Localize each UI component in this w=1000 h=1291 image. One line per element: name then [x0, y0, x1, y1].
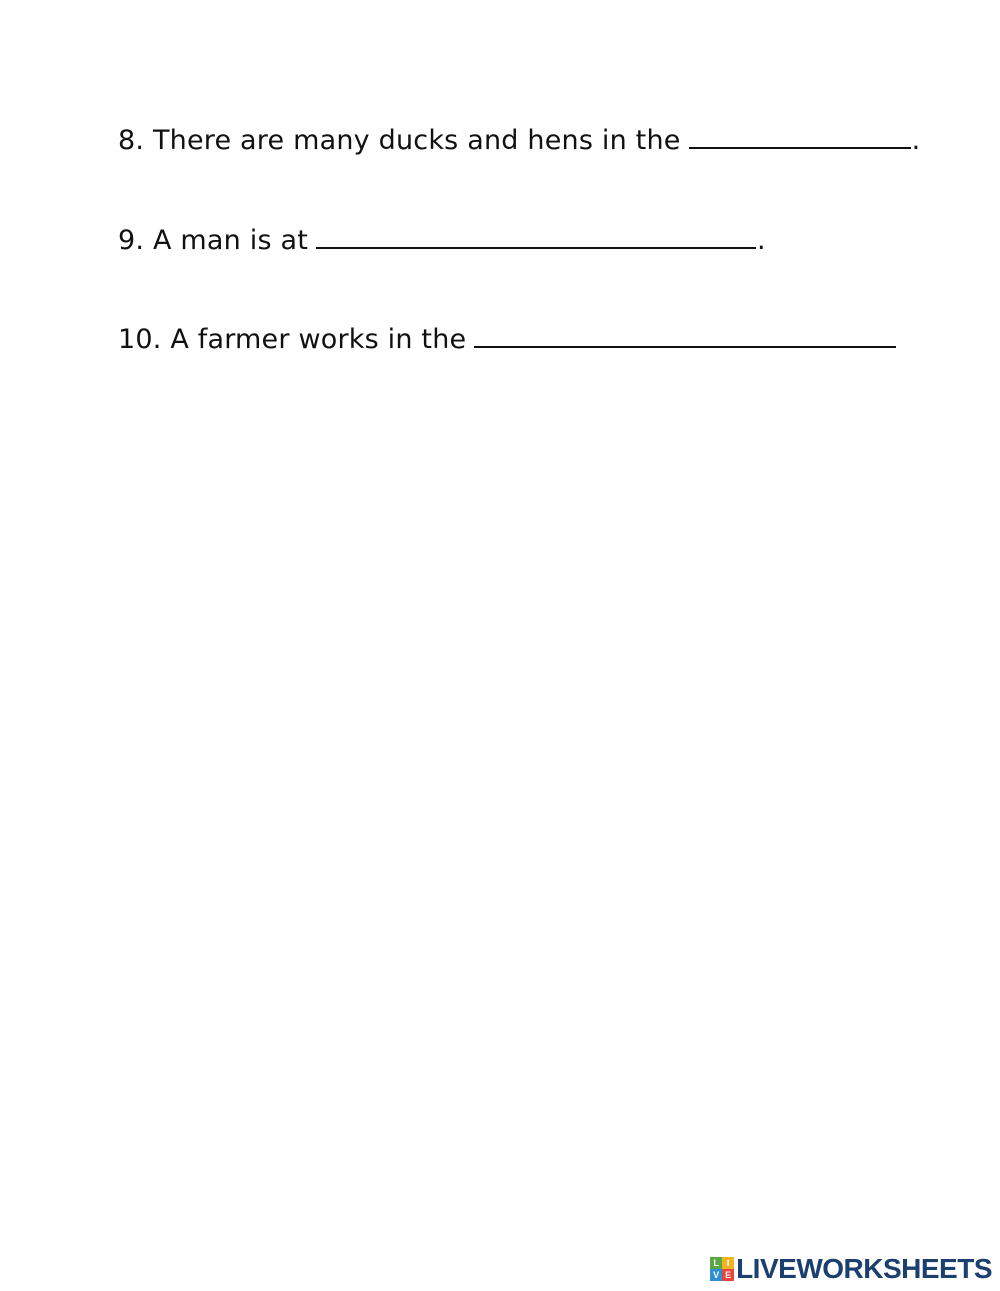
- question-8-period: .: [911, 125, 921, 156]
- question-10-text: 10. A farmer works in the: [118, 324, 467, 355]
- question-10: [118, 320, 897, 357]
- question-8: [118, 121, 920, 158]
- logo-mark-letter: L: [710, 1257, 722, 1269]
- answer-blank-8[interactable]: [689, 121, 911, 149]
- logo-wordmark: LIVEWORKSHEETS: [736, 1253, 992, 1284]
- logo-mark-letter: I: [722, 1257, 734, 1269]
- logo-mark-letter: E: [722, 1269, 734, 1281]
- answer-blank-10[interactable]: [474, 320, 896, 348]
- logo-mark-letter: V: [710, 1269, 722, 1281]
- answer-blank-9[interactable]: [316, 221, 756, 249]
- liveworksheets-logo: [710, 1254, 992, 1284]
- question-8-text: 8. There are many ducks and hens in the: [118, 125, 681, 156]
- question-9-period: .: [757, 225, 766, 256]
- question-9-text: 9. A man is at: [118, 225, 309, 256]
- question-9: [118, 221, 766, 258]
- logo-mark-icon: [710, 1257, 734, 1281]
